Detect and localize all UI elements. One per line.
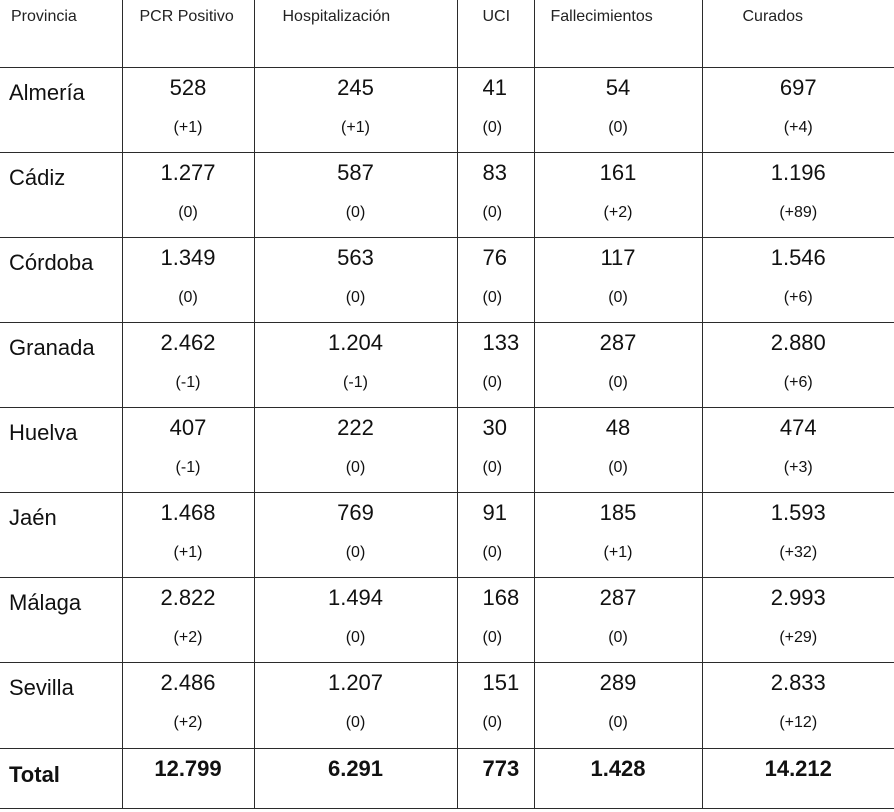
pcr-cell <box>122 152 254 237</box>
hosp-delta: (0) <box>345 543 366 561</box>
fall-cell <box>534 152 702 237</box>
fall-cell <box>534 662 702 748</box>
cur-cell <box>702 407 894 492</box>
cur-cell <box>702 492 894 577</box>
pcr-value: 2.462 <box>160 329 216 355</box>
pcr-delta: (+2) <box>173 713 203 731</box>
uci-cell <box>457 407 534 492</box>
table-row <box>0 492 894 577</box>
fall-cell <box>534 577 702 662</box>
uci-delta: (0) <box>482 713 503 731</box>
uci-delta: (0) <box>482 543 503 561</box>
total-pcr-cell <box>122 748 254 808</box>
pcr-value: 1.349 <box>160 244 216 270</box>
header-curados: Curados <box>702 0 894 67</box>
uci-delta: (0) <box>482 203 503 221</box>
header-pcr-positivo: PCR Positivo <box>122 0 254 67</box>
fall-cell <box>534 67 702 152</box>
pcr-cell <box>122 577 254 662</box>
hosp-delta: (0) <box>345 203 366 221</box>
uci-cell <box>457 662 534 748</box>
table-row <box>0 322 894 407</box>
provincia-cell: Sevilla <box>0 662 122 748</box>
fall-cell <box>534 322 702 407</box>
uci-cell <box>457 322 534 407</box>
table-row <box>0 662 894 748</box>
fall-value: 48 <box>605 414 631 440</box>
uci-delta: (0) <box>482 373 503 391</box>
header-uci: UCI <box>457 0 534 67</box>
uci-cell <box>457 67 534 152</box>
hosp-value: 1.207 <box>327 669 384 695</box>
uci-value: 41 <box>482 74 507 100</box>
total-cur-cell <box>702 748 894 808</box>
header-row <box>0 0 894 67</box>
cur-value: 474 <box>779 414 817 440</box>
fall-value: 287 <box>599 584 637 610</box>
uci-value: 83 <box>482 159 507 185</box>
cur-value: 1.196 <box>770 159 826 185</box>
pcr-cell <box>122 322 254 407</box>
hosp-value: 1.204 <box>327 329 384 355</box>
hosp-delta: (0) <box>345 713 366 731</box>
fall-value: 185 <box>599 499 637 525</box>
pcr-cell <box>122 67 254 152</box>
hosp-delta: (0) <box>345 458 366 476</box>
fall-value: 161 <box>599 159 637 185</box>
pcr-delta: (+1) <box>173 543 203 561</box>
uci-cell <box>457 577 534 662</box>
uci-cell <box>457 237 534 322</box>
pcr-cell <box>122 237 254 322</box>
hosp-delta: (-1) <box>343 373 368 391</box>
cur-cell <box>702 662 894 748</box>
pcr-delta: (0) <box>178 288 198 306</box>
header-hospitalizacion: Hospitalización <box>254 0 457 67</box>
cur-delta: (+12) <box>779 713 818 731</box>
cur-value: 2.993 <box>770 584 826 610</box>
uci-value: 76 <box>482 244 507 270</box>
pcr-value: 1.468 <box>160 499 216 525</box>
fall-value: 287 <box>599 329 637 355</box>
cur-value: 697 <box>779 74 817 100</box>
uci-value: 91 <box>482 499 507 525</box>
cur-delta: (+3) <box>783 458 813 476</box>
hosp-value: 245 <box>337 74 374 100</box>
fall-value: 54 <box>605 74 631 100</box>
hosp-cell <box>254 67 457 152</box>
fall-cell <box>534 492 702 577</box>
hosp-delta: (0) <box>345 288 366 306</box>
table-row <box>0 237 894 322</box>
header-provincia: Provincia <box>0 0 122 67</box>
uci-delta: (0) <box>482 458 503 476</box>
cur-delta: (+32) <box>779 543 818 561</box>
hosp-cell <box>254 407 457 492</box>
total-hosp-value: 6.291 <box>327 755 384 781</box>
fall-delta: (0) <box>608 458 628 476</box>
cur-delta: (+6) <box>783 288 813 306</box>
header-fallecimientos: Fallecimientos <box>534 0 702 67</box>
uci-cell <box>457 152 534 237</box>
pcr-cell <box>122 662 254 748</box>
pcr-delta: (0) <box>178 203 198 221</box>
fall-value: 289 <box>599 669 637 695</box>
cur-cell <box>702 322 894 407</box>
fall-value: 117 <box>600 244 636 270</box>
pcr-delta: (-1) <box>175 373 201 391</box>
hosp-delta: (0) <box>345 628 366 646</box>
pcr-cell <box>122 492 254 577</box>
hosp-value: 587 <box>337 159 374 185</box>
cur-value: 1.593 <box>770 499 826 525</box>
hosp-value: 769 <box>337 499 374 525</box>
pcr-value: 2.822 <box>160 584 216 610</box>
pcr-value: 407 <box>169 414 207 440</box>
provincia-cell: Granada <box>0 322 122 407</box>
hosp-cell <box>254 152 457 237</box>
fall-delta: (+2) <box>603 203 633 221</box>
pcr-value: 528 <box>169 74 207 100</box>
hosp-cell <box>254 237 457 322</box>
table-row <box>0 407 894 492</box>
uci-value: 133 <box>482 329 520 355</box>
pcr-delta: (-1) <box>175 458 201 476</box>
fall-delta: (0) <box>608 373 628 391</box>
fall-cell <box>534 237 702 322</box>
hosp-value: 563 <box>337 244 374 270</box>
fall-delta: (0) <box>608 713 628 731</box>
uci-cell <box>457 492 534 577</box>
total-uci-value: 773 <box>482 755 520 781</box>
pcr-value: 1.277 <box>160 159 216 185</box>
uci-value: 168 <box>482 584 520 610</box>
fall-delta: (0) <box>608 118 628 136</box>
cur-cell <box>702 152 894 237</box>
cur-delta: (+4) <box>783 118 813 136</box>
table-row <box>0 67 894 152</box>
hosp-delta: (+1) <box>341 118 370 136</box>
fall-delta: (0) <box>608 628 628 646</box>
uci-delta: (0) <box>482 288 503 306</box>
hosp-cell <box>254 492 457 577</box>
pcr-delta: (+1) <box>173 118 203 136</box>
provincia-cell: Huelva <box>0 407 122 492</box>
fall-delta: (+1) <box>603 543 633 561</box>
pcr-cell <box>122 407 254 492</box>
cur-delta: (+29) <box>779 628 818 646</box>
pcr-value: 2.486 <box>160 669 216 695</box>
provincia-cell: Cádiz <box>0 152 122 237</box>
uci-value: 151 <box>482 669 520 695</box>
uci-delta: (0) <box>482 118 503 136</box>
uci-value: 30 <box>482 414 507 440</box>
total-fall-value: 1.428 <box>590 755 646 781</box>
total-label: Total <box>0 748 122 808</box>
cur-cell <box>702 67 894 152</box>
total-pcr-value: 12.799 <box>154 755 222 781</box>
hosp-cell <box>254 322 457 407</box>
table-row <box>0 152 894 237</box>
total-fall-cell <box>534 748 702 808</box>
fall-delta: (0) <box>608 288 628 306</box>
uci-delta: (0) <box>482 628 503 646</box>
fall-cell <box>534 407 702 492</box>
provincia-cell: Almería <box>0 67 122 152</box>
cur-cell <box>702 237 894 322</box>
cur-delta: (+89) <box>779 203 818 221</box>
table-row <box>0 577 894 662</box>
cur-value: 1.546 <box>770 244 826 270</box>
provincia-cell: Málaga <box>0 577 122 662</box>
provincia-cell: Jaén <box>0 492 122 577</box>
hosp-cell <box>254 577 457 662</box>
hosp-value: 222 <box>337 414 374 440</box>
cur-delta: (+6) <box>783 373 813 391</box>
cur-value: 2.833 <box>770 669 826 695</box>
cur-cell <box>702 577 894 662</box>
hosp-cell <box>254 662 457 748</box>
pcr-delta: (+2) <box>173 628 203 646</box>
cur-value: 2.880 <box>770 329 826 355</box>
hosp-value: 1.494 <box>327 584 384 610</box>
provincia-cell: Córdoba <box>0 237 122 322</box>
total-cur-value: 14.212 <box>764 755 832 781</box>
total-row <box>0 748 894 808</box>
total-uci-cell <box>457 748 534 808</box>
total-hosp-cell <box>254 748 457 808</box>
